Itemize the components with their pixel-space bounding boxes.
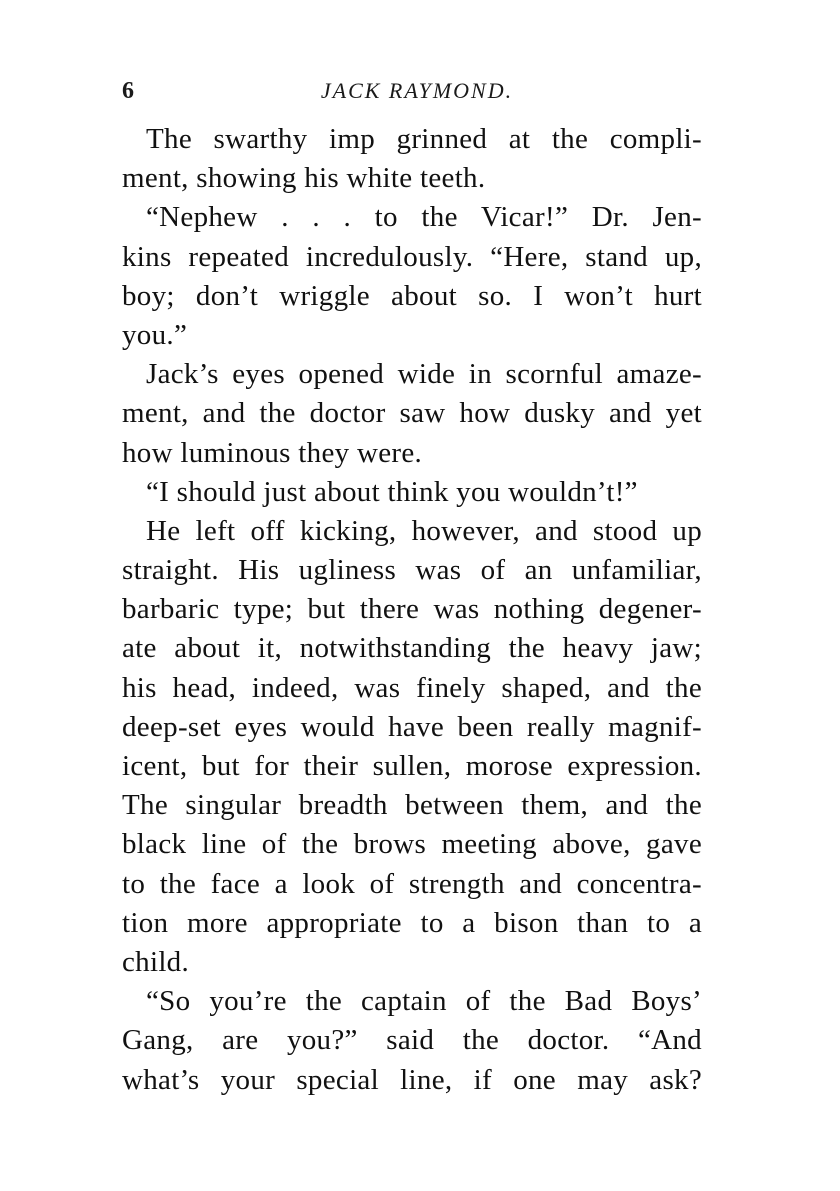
running-head [122,74,712,110]
text-line: Gang, are you?” said the doctor. “And [122,1024,702,1057]
text-line: straight. His ugliness was of an unfamiliar, [122,554,702,587]
text-line: how luminous they were. [122,436,423,469]
text-line: “Nephew . . . to the Vicar!” Dr. Jen- [146,201,702,234]
text-line: what’s your special line, if one may ask? [122,1063,702,1096]
text-line: you.” [122,318,188,351]
text-line: “I should just about think you wouldn’t!” [146,475,638,508]
text-line: deep-set eyes would have been really magnif- [122,710,702,743]
text-line: barbaric type; but there was nothing degener- [122,593,702,626]
text-line: Jack’s eyes opened wide in scornful amaze- [146,358,702,391]
text-line: tion more appropriate to a bison than to a [122,906,702,939]
text-line: “So you’re the captain of the Bad Boys’ [146,985,702,1018]
body-text [122,120,702,1100]
text-line: boy; don’t wriggle about so. I won’t hurt [122,279,702,312]
text-line: ment, showing his white teeth. [122,162,486,195]
text-line: to the face a look of strength and concentra- [122,867,702,900]
text-line: The swarthy imp grinned at the compli- [146,123,702,155]
text-line: child. [122,945,190,978]
text-line: icent, but for their sullen, morose expression. [122,750,702,782]
page-number: 6 [122,78,134,104]
text-line: kins repeated incredulously. “Here, stand up, [122,240,702,273]
running-title: JACK RAYMOND. [320,78,514,103]
text-line: ment, and the doctor saw how dusky and yet [122,397,702,430]
text-line: black line of the brows meeting above, gave [122,828,702,861]
text-line: He left off kicking, however, and stood up [146,514,702,547]
text-line: The singular breadth between them, and the [122,789,702,822]
text-line: ate about it, notwithstanding the heavy jaw; [122,632,702,665]
text-line: his head, indeed, was finely shaped, and the [122,671,702,704]
